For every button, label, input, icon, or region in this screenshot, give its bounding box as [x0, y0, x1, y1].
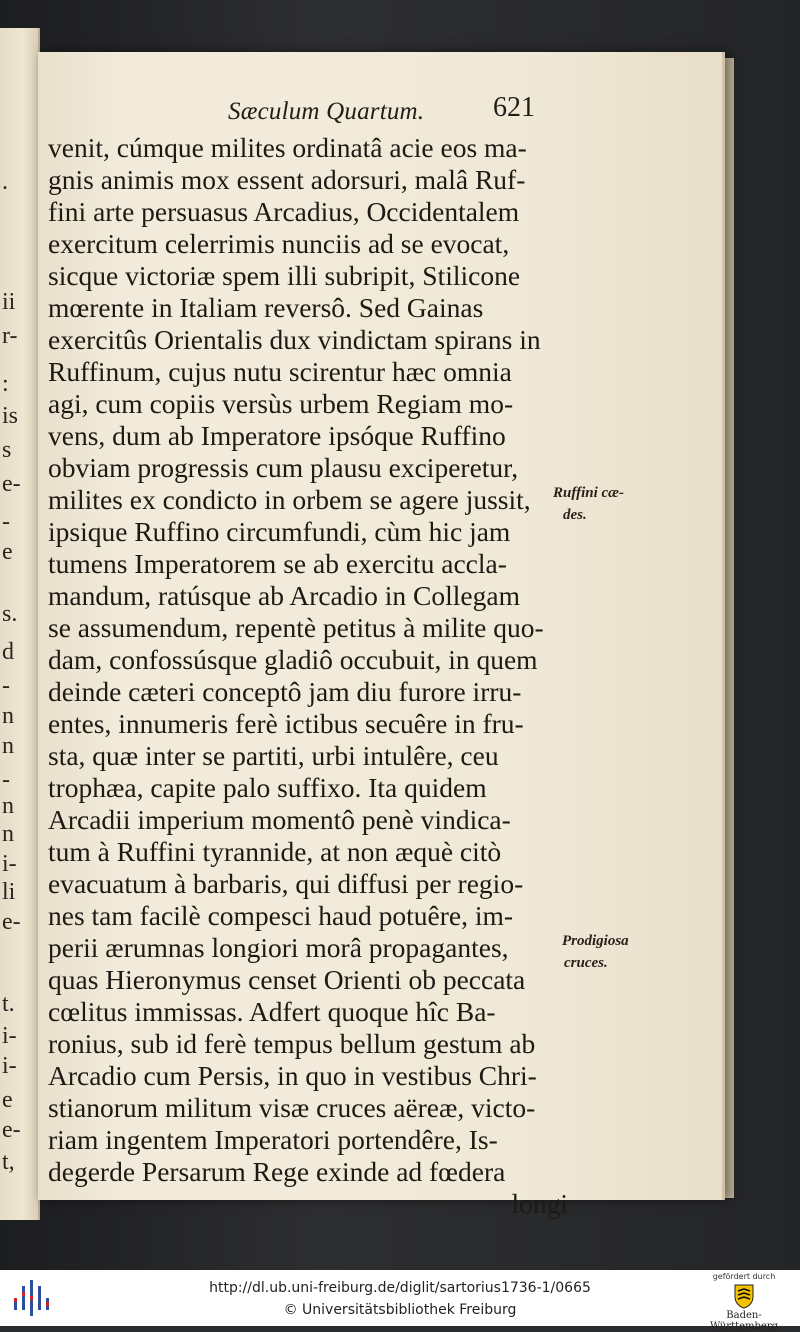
- page-number: 621: [493, 92, 535, 123]
- catchword: longi: [511, 1188, 568, 1219]
- text-line: perii ærumnas longiori morâ propagantes,: [48, 932, 509, 963]
- text-line: Arcadii imperium momentô penè vindica-: [48, 804, 511, 835]
- left-page-fragment: n: [2, 793, 14, 819]
- marginal-note-prodigiosa: [562, 930, 629, 974]
- left-page-fragment: e: [2, 1087, 13, 1113]
- text-line: evacuatum à barbaris, qui diffusi per regio-: [48, 868, 524, 899]
- text-line: tum à Ruffini tyrannide, at non æquè citò: [48, 836, 502, 867]
- text-line: Ruffinum, cujus nutu scirentur hæc omnia: [48, 356, 512, 387]
- text-line: mœrente in Italiam reversô. Sed Gainas: [48, 292, 484, 323]
- left-page-fragment: e-: [2, 1117, 21, 1143]
- text-line: stianorum militum visæ cruces aëreæ, victo-: [48, 1092, 536, 1123]
- text-line: nes tam facilè compesci haud potuêre, im-: [48, 900, 514, 931]
- text-line: sicque victoriæ spem illi subripit, Stilicone: [48, 260, 521, 291]
- text-line: sta, quæ inter se partiti, urbi intulêre, ceu: [48, 740, 499, 771]
- left-page-fragment: s: [2, 437, 12, 463]
- running-title: Sæculum Quartum.: [228, 98, 425, 125]
- left-page-fragment: t.: [2, 991, 15, 1017]
- left-page-fragment: e: [2, 539, 13, 565]
- left-page-fragment: d: [2, 639, 14, 665]
- text-line: entes, innumeris ferè ictibus secuêre in fru-: [48, 708, 524, 739]
- left-page-edge: [0, 28, 40, 1220]
- left-page-fragment: i-: [2, 1023, 17, 1049]
- text-line: milites ex condicto in orbem se agere jussit,: [48, 484, 531, 515]
- text-line: fini arte persuasus Arcadius, Occidentalem: [48, 196, 520, 227]
- left-page-fragment: -: [2, 509, 10, 535]
- running-head: [188, 92, 648, 132]
- text-line: se assumendum, repentè petitus à milite quo-: [48, 612, 544, 643]
- text-line: exercitum celerrimis nunciis ad se evocat,: [48, 228, 510, 259]
- permalink-url[interactable]: http://dl.ub.uni-freiburg.de/diglit/sartorius1736-1/0665: [209, 1280, 591, 1296]
- text-line: agi, cum copiis versùs urbem Regiam mo-: [48, 388, 514, 419]
- text-line: dam, confossúsque gladiô occubuit, in quem: [48, 644, 538, 675]
- left-page-fragment: n: [2, 733, 14, 759]
- copyright-text: © Universitätsbibliothek Freiburg: [283, 1302, 517, 1318]
- left-page-fragment: is: [2, 403, 19, 429]
- left-page-fragment: t,: [2, 1149, 15, 1175]
- left-page-fragment: ii: [2, 289, 16, 315]
- sponsor-logo[interactable]: [694, 1272, 794, 1332]
- text-line: gnis animis mox essent adorsuri, malâ Ruf-: [48, 164, 526, 195]
- left-page-fragment: e-: [2, 471, 21, 497]
- text-line: venit, cúmque milites ordinatâ acie eos ma-: [48, 132, 527, 163]
- text-line: vens, dum ab Imperatore ipsóque Ruffino: [48, 420, 506, 451]
- book-page: [38, 52, 725, 1219]
- left-page-fragment: -: [2, 767, 10, 793]
- left-page-fragment: .: [2, 169, 8, 195]
- text-line: mandum, ratúsque ab Arcadio in Collegam: [48, 580, 520, 611]
- left-page-fragment: i-: [2, 1053, 17, 1079]
- marginal-note-ruffini: [553, 482, 624, 526]
- left-page-fragment: -: [2, 673, 10, 699]
- text-line: ronius, sub id ferè tempus bellum gestum ab: [48, 1028, 536, 1059]
- left-page-fragment: r-: [2, 323, 18, 349]
- marginal-line: des.: [563, 507, 587, 523]
- baden-wuerttemberg-seal-icon: [733, 1283, 755, 1309]
- marginal-line: Ruffini cæ-: [553, 485, 624, 501]
- text-line: deinde cæteri conceptô jam diu furore irru-: [48, 676, 522, 707]
- text-line: quas Hieronymus censet Orienti ob peccata: [48, 964, 526, 995]
- left-page-fragment: s.: [2, 601, 18, 627]
- text-line: cœlitus immissas. Adfert quoque hîc Ba-: [48, 996, 496, 1027]
- text-line: exercitûs Orientalis dux vindictam spirans in: [48, 324, 541, 355]
- text-line: tumens Imperatorem se ab exercitu accla-: [48, 548, 507, 579]
- viewer-footer: [0, 1270, 800, 1332]
- left-page-fragment: i-: [2, 851, 17, 877]
- marginal-line: Prodigiosa: [562, 933, 629, 949]
- text-line: degerde Persarum Rege exinde ad fœdera: [48, 1156, 506, 1187]
- sponsor-name: Baden-Württemberg: [709, 1310, 779, 1332]
- left-page-fragment: e-: [2, 909, 21, 935]
- text-line: riam ingentem Imperatori portendêre, Is-: [48, 1124, 498, 1155]
- sponsor-label: gefördert durch: [712, 1272, 776, 1281]
- left-page-fragment: n: [2, 821, 14, 847]
- left-page-fragment: n: [2, 703, 14, 729]
- text-line: trophæa, capite palo suffixo. Ita quidem: [48, 772, 487, 803]
- text-line: Arcadio cum Persis, in quo in vestibus Chri-: [48, 1060, 537, 1091]
- left-page-fragment: :: [2, 371, 9, 397]
- text-line: obviam progressis cum plausu exciperetur,: [48, 452, 519, 483]
- marginal-line: cruces.: [564, 955, 608, 971]
- text-line: ipsique Ruffino circumfundi, cùm hic jam: [48, 516, 511, 547]
- left-page-fragment: li: [2, 879, 16, 905]
